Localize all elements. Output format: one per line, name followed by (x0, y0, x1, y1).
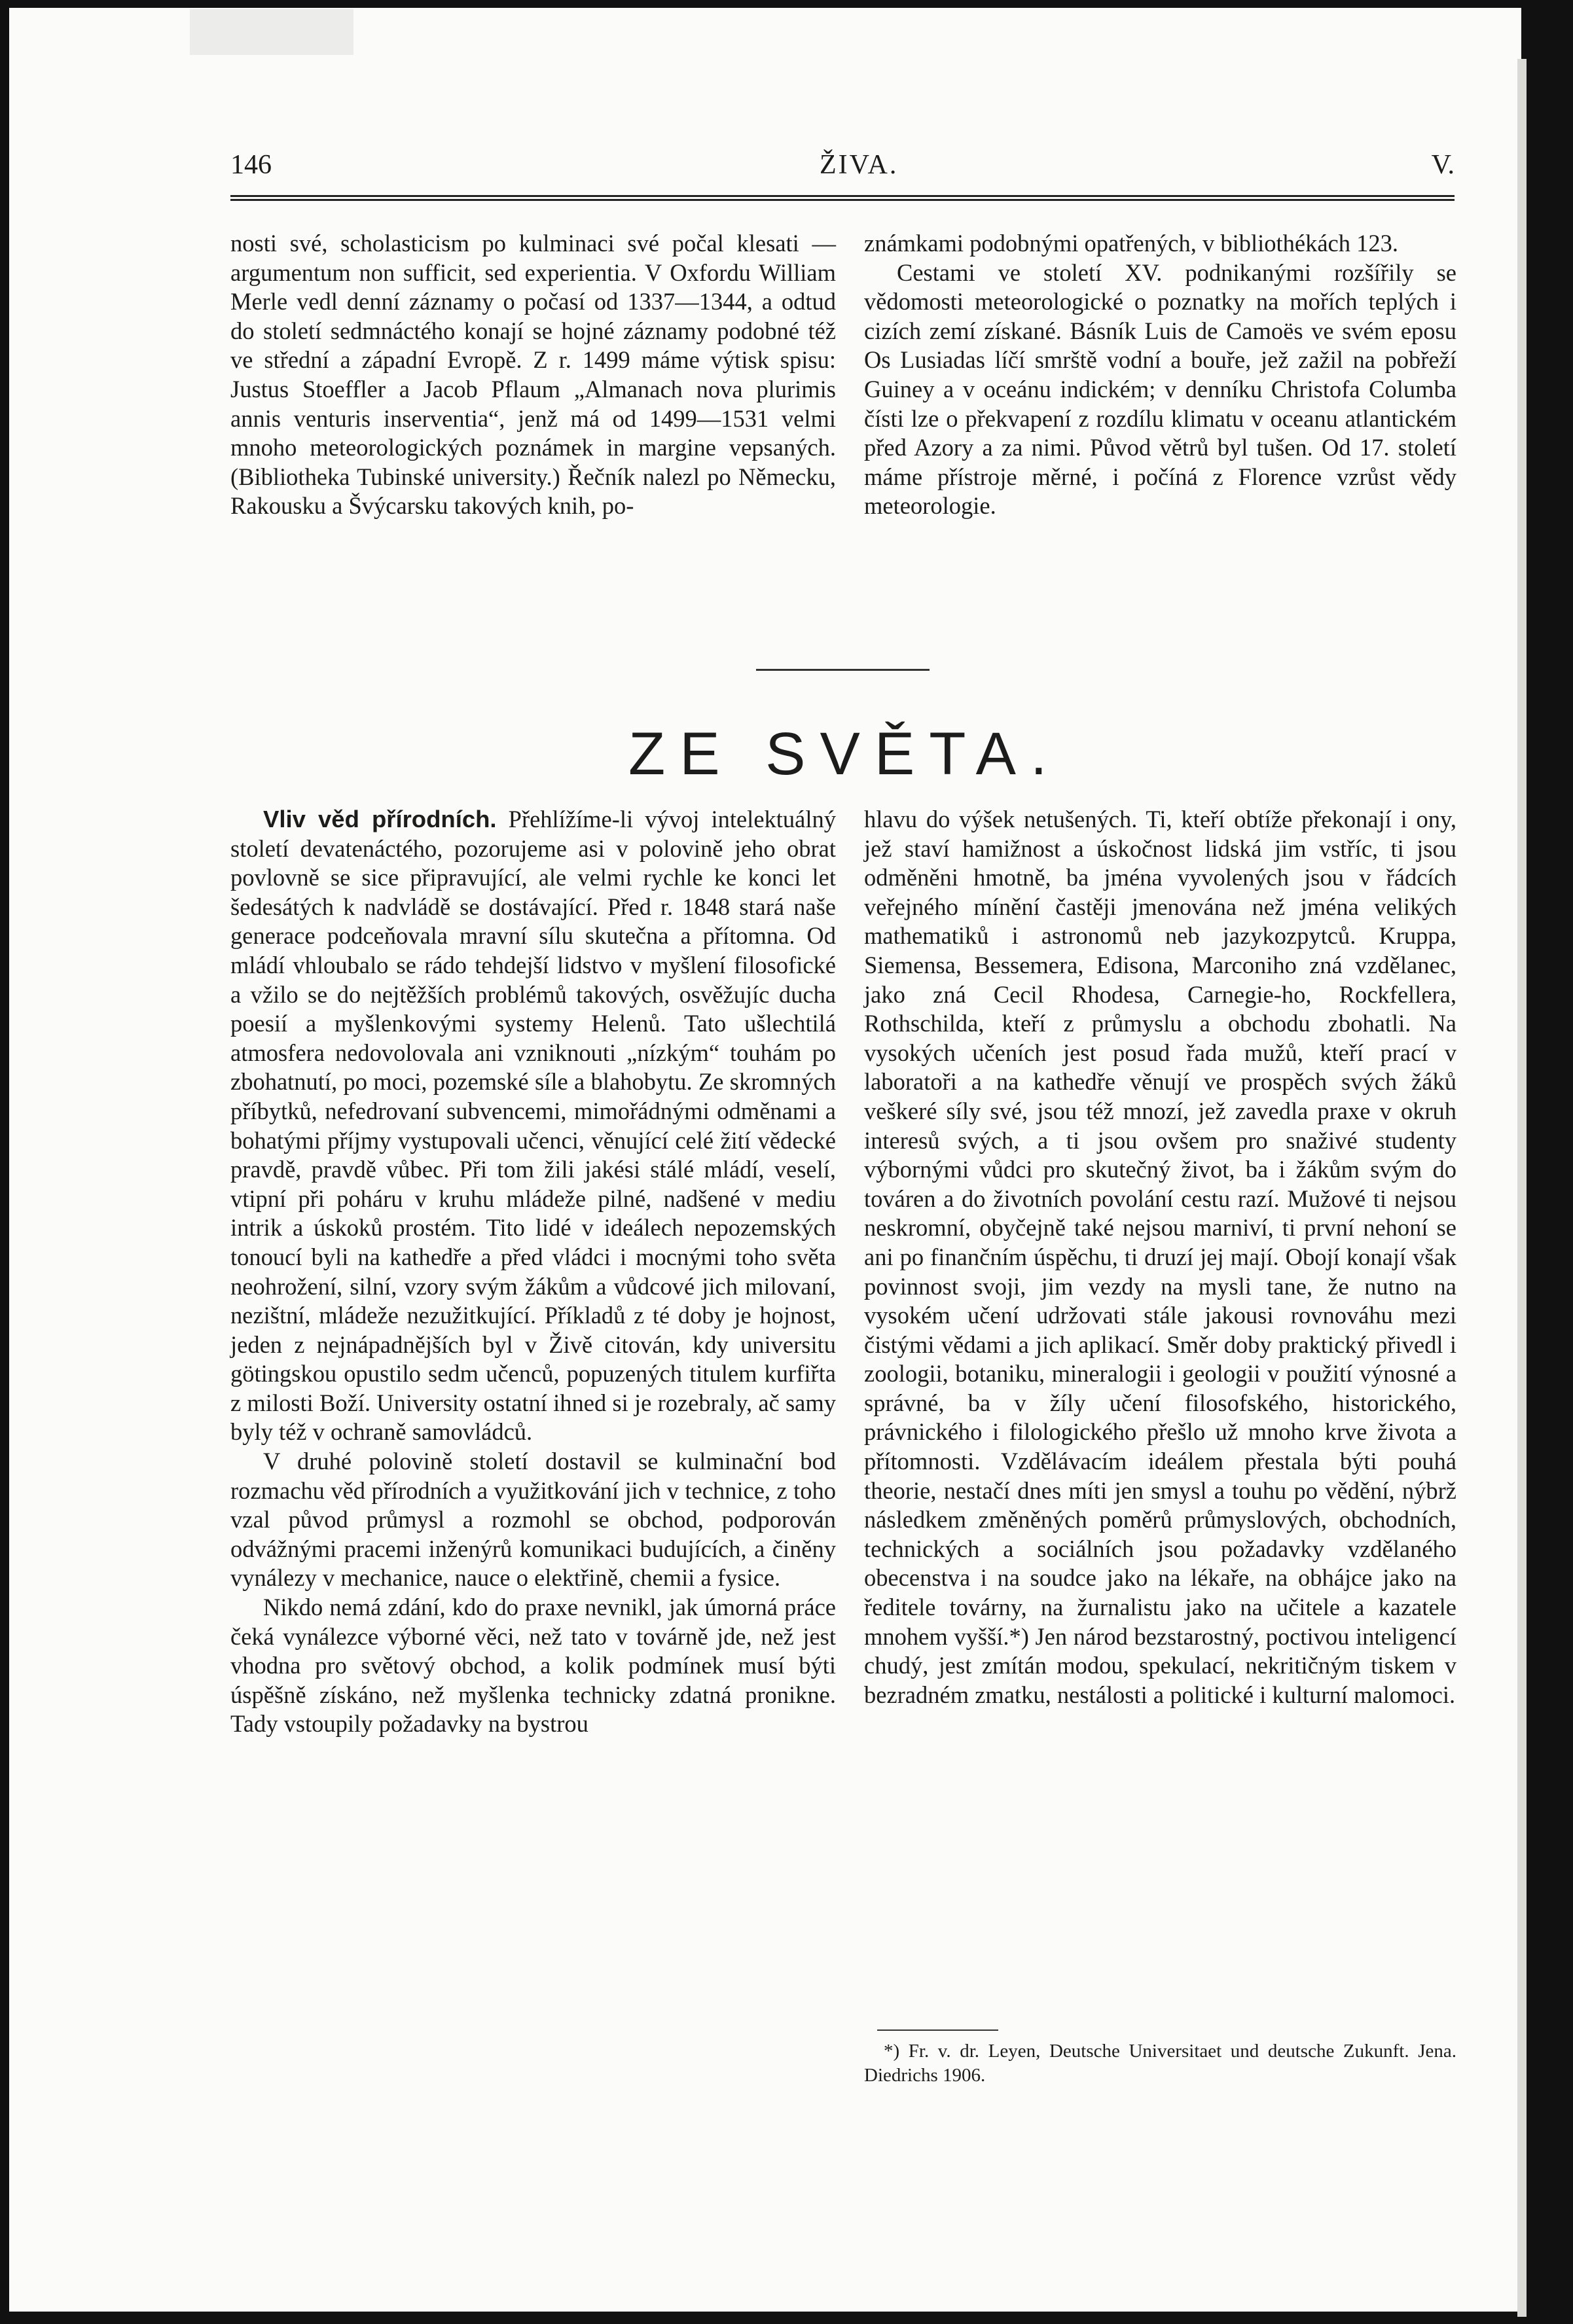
section-title: ZE SVĚTA. (628, 721, 1062, 787)
volume-number: V. (1431, 150, 1455, 180)
journal-title: ŽIVA. (820, 150, 899, 180)
page-number: 146 (230, 150, 272, 180)
section-divider (756, 669, 930, 671)
paragraph: V druhé polovině století dostavil se kulminační bod rozmachu věd přírodních a využitkování jich v technice, z toho vzal původ průmysl a rozmohl se obchod, podporován odvážnými pracemi inženýrů komunikaci budujících, a činěny vynálezy v mechanice, nauce o elektřině, chemii a fysice. (230, 1448, 836, 1592)
bottom-left-column (230, 805, 836, 1739)
header-rule (230, 195, 1455, 201)
article-lead: Vliv věd přírodních. (263, 806, 497, 832)
scan-smudge (190, 9, 353, 55)
top-right-column (864, 229, 1456, 521)
running-header (230, 149, 1455, 188)
paragraph-text: Přehlížíme-li vývoj intelektuálný století devatenáctého, pozorujeme asi v polovině jeho obrat povlovně se sice připravující, ale velmi rychle ke konci let šedesátých k nadvládě se dostávající. Před r. 1848 stará naše generace podceňovala mravní sílu skutečna a přítomna. Od mládí vhloubalo se rádo tehdejší lidstvo v myšlení filosofické a vžilo se do nejtěžších problémů takových, osvěžujíc ducha poesií a myšlenkovými systemy Helenů. Tato ušlechtilá atmosfera nedovolovala ani vzniknouti „nízkým“ touhám po zbohatnutí, po moci, pozemské síle a blahobytu. Ze skromných příbytků, nefedrovaní subvencemi, mimořádnými odměnami a bohatými příjmy vystupovali učenci, věnující celé žití vědecké pravdě, pravdě vůbec. Při tom žili jakési stálé mládí, veselí, vtipní při poháru v kruhu mládeže pilné, nadšené v mediu intrik a úskoků prostém. Tito lidé v ideálech nepozemských tonoucí byli na kathedře a před vládci i mocnými toho světa neohrožení, silní, vzory svým žákům a vůdcové jich milovaní, nezištní, mládeže nezužitkující. Příkladů z té doby je hojnost, jeden z nejnápadnějších byl v Živě citován, kdy universitu götingskou opustilo sedm učenců, popuzených titulem kurfiřta z milosti Boží. University ostatní ihned si je rozebraly, ač samy byly též v ochraně samovládců. (230, 806, 836, 1446)
footnote (864, 2039, 1456, 2088)
paragraph (230, 805, 836, 1447)
top-left-column (230, 229, 836, 521)
page-edge (1517, 59, 1527, 2317)
paragraph: známkami podobnými opatřených, v bibliothékách 123. (864, 230, 1398, 257)
paragraph: hlavu do výšek netušených. Ti, kteří obtíže překonají i ony, jež staví hamižnost a úskočnost lidská jim vstříc, ti jsou odměněni hmotně, ba jména vyvolených jsou v řádcích veřejného mínění častěji jmenována než jména velikých mathematiků i astronomů neb jazykozpytců. Kruppa, Siemensa, Bessemera, Edisona, Marconiho zná vzdělanec, jako zná Cecil Rhodesa, Carnegie-ho, Rockfellera, Rothschilda, kteří z průmyslu a obchodu zbohatli. Na vysokých učeních jest posud řada mužů, kteří prací v laboratoři a na kathedře věnují ve prospěch svých žáků veškeré síly své, jsou též mnozí, jež zavedla praxe v okruh interesů svých, a ti jsou ovšem pro snaživé studenty výbornými vůdci pro skutečný život, ba i žákům svým do továren a do životních povolání cestu razí. Mužové ti nejsou neskromní, obyčejně také nejsou marniví, ti první nehoní se ani po finančním úspěchu, ti druzí jej mají. Obojí konají však povinnost svoji, jim vezdy na mysli tane, že nutno na vysokém učení udržovati stále jakousi rovnováhu mezi čistými vědami a jich aplikací. Směr doby praktický přivedl i zoologii, botaniku, mineralogii i geologii v použití výnosné a správné, ba v žíly učení filosofského, historického, právnického i filologického přešlo už mnoho krve života a přítomnosti. Vzdělávacím ideálem přestala býti pouhá theorie, nestačí dnes míti jen smysl a touhu po vědění, nýbrž následkem změněných poměrů průmyslových, obchodních, technických a sociálních jsou požadavky vzdělaného obecenstva i na soudce jako na lékaře, na obhájce jako na ředitele továrny, na žurnalistu jako na učitele a kazatele mnohem vyšší.*) Jen národ bezstarostný, poctivou inteligencí chudý, jest zmítán modou, spekulací, nekritičným tiskem v bezradném zmatku, nestálosti a politické i kulturní malomoci. (864, 806, 1456, 1708)
bottom-right-column (864, 805, 1456, 1709)
footnote-text: *) Fr. v. dr. Leyen, Deutsche Universitaet und deutsche Zukunft. Jena. Diedrichs 1906. (864, 2041, 1456, 2086)
footnote-rule (877, 2029, 998, 2031)
paragraph: Cestami ve století XV. podnikanými rozšířily se vědomosti meteorologické o poznatky na mořích teplých i cizích zemí získané. Básník Luis de Camoës ve svém eposu Os Lusiadas líčí smrště vodní a bouře, jež zažil na pobřeží Guiney a v oceánu indickém; v denníku Christofa Columba čísti lze o překvapení z rozdílu klimatu v oceanu atlantickém před Azory a za nimi. Původ větrů byl tušen. Od 17. století máme přístroje měrné, i počíná z Florence vzrůst vědy meteorologie. (864, 259, 1456, 520)
paragraph: nosti své, scholasticism po kulminaci své počal klesati — argumentum non sufficit, sed experientia. V Oxfordu William Merle vedl denní záznamy o počasí od 1337—1344, a odtud do století sedmnáctého konají se hojné záznamy podobné též ve střední a západní Evropě. Z r. 1499 máme výtisk spisu: Justus Stoeffler a Jacob Pflaum „Almanach nova plurimis annis venturis inserventia“, jenž má od 1499—1531 velmi mnoho meteorologických poznámek in margine vepsaných. (Bibliotheka Tubinské university.) Řečník nalezl po Německu, Rakousku a Švýcarsku takových knih, po- (230, 230, 836, 520)
paragraph: Nikdo nemá zdání, kdo do praxe nevnikl, jak úmorná práce čeká vynálezce výborné věci, než tato v továrně jde, než jest vhodna pro světový obchod, a kolik podmínek musí býti úspěšně získáno, než myšlenka technicky zdatná pronikne. Tady vstoupily požadavky na bystrou (230, 1594, 836, 1738)
